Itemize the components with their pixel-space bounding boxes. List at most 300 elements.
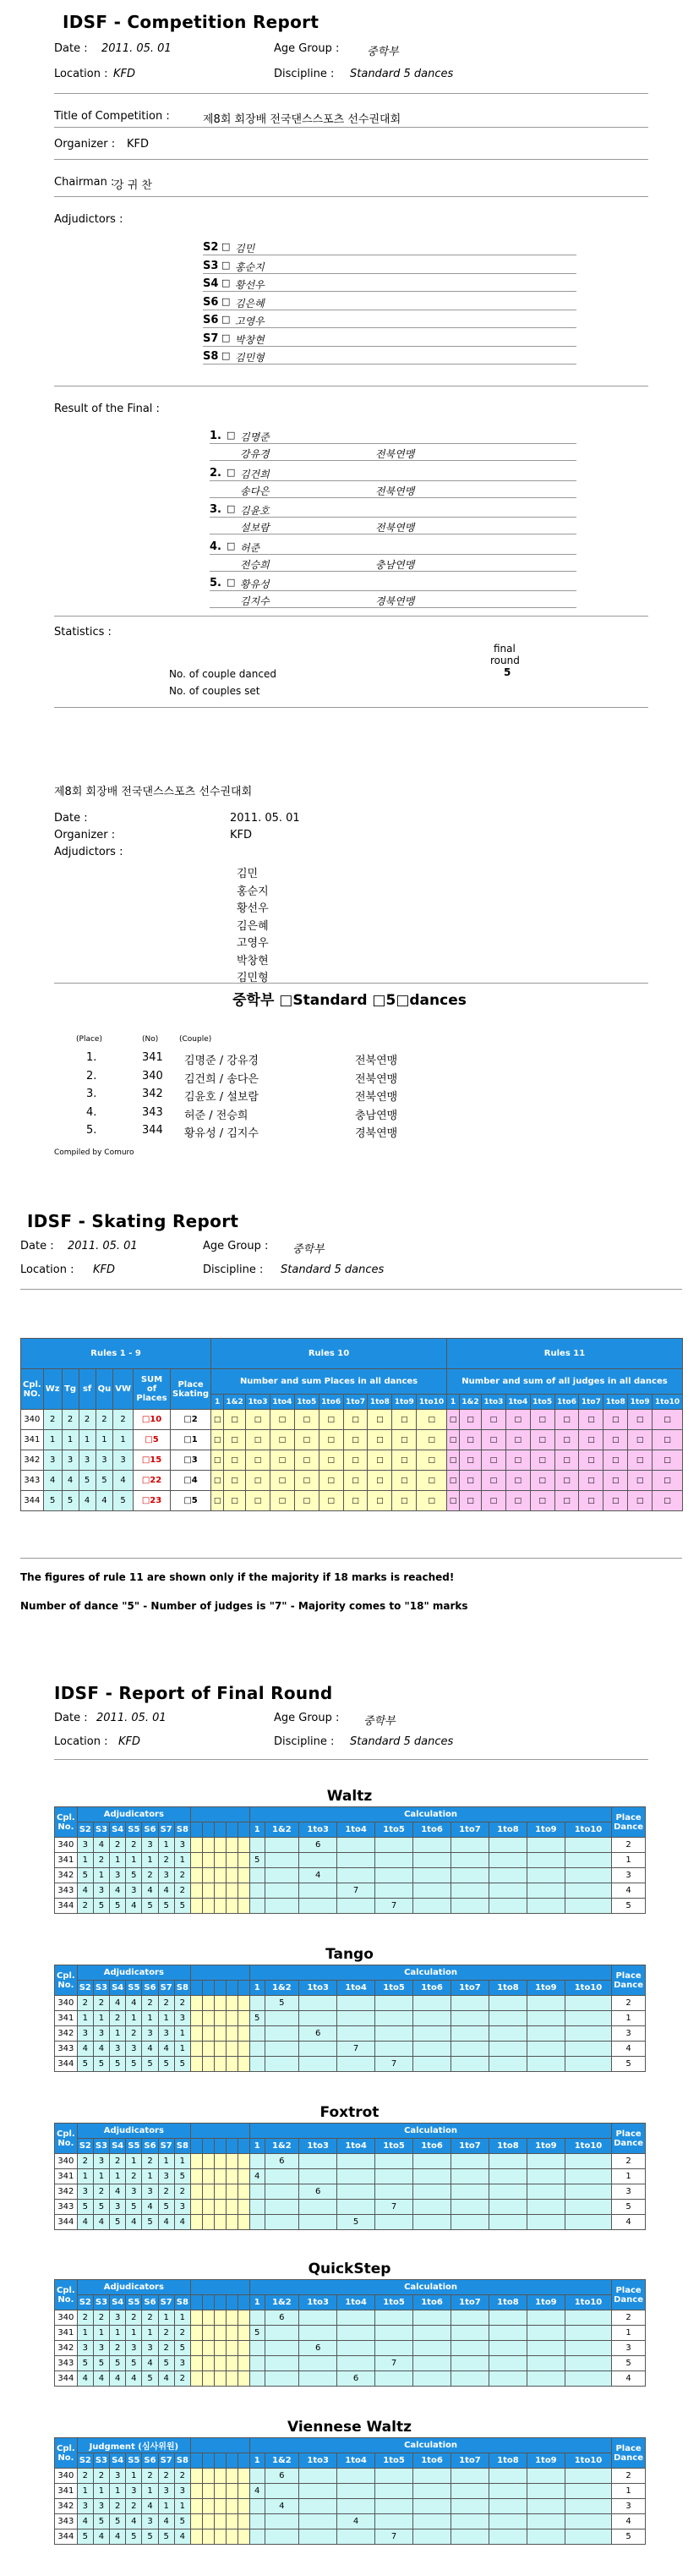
blank-mark: [190, 2026, 202, 2042]
calc-col-header: 1to3: [481, 1395, 505, 1410]
final-label: final: [494, 643, 516, 655]
calc-col-header: 1to8: [489, 2139, 527, 2154]
judge-header: S8: [174, 2295, 190, 2310]
rule11-cell: □: [603, 1450, 628, 1471]
calculation-header: Calculation: [249, 2280, 611, 2295]
blank-judge-header: [202, 2139, 214, 2154]
calc-cell: [565, 2042, 611, 2057]
calc-cell: [299, 2529, 337, 2545]
place-dance: 1: [612, 1853, 646, 1868]
rule11-cell: □: [628, 1410, 653, 1430]
judge-mark: 2: [77, 1899, 93, 1914]
calc-cell: [265, 2057, 299, 2072]
calc-cell: [375, 2469, 413, 2484]
judge-mark: 3: [77, 2499, 93, 2514]
calc-col-header: 1to8: [489, 2453, 527, 2469]
blank-mark: [214, 2356, 226, 2371]
judge-header: S6: [142, 1822, 158, 1838]
judge-mark: 5: [126, 2057, 142, 2072]
blank-mark: [226, 2356, 238, 2371]
calc-cell: 5: [337, 2215, 375, 2230]
calc-cell: [489, 1868, 527, 1883]
final-row: [55, 2310, 646, 2326]
calc-cell: [299, 1899, 337, 1914]
calc-col-header: 1to5: [375, 2295, 413, 2310]
calc-cell: [413, 2184, 451, 2200]
result-partner-1: 황유성: [240, 578, 270, 590]
calc-cell: [565, 2469, 611, 2484]
calc-cell: [489, 2529, 527, 2545]
final-count: 5: [504, 666, 511, 678]
final-row: [55, 1868, 646, 1883]
result-box-glyph: □: [227, 577, 236, 588]
calc-col-header: 1to9: [628, 1395, 653, 1410]
rules-10-header: Rules 10: [211, 1339, 447, 1369]
dance-table: [54, 2123, 646, 2230]
calc-cell: [299, 1853, 337, 1868]
calc-cell: [527, 2011, 565, 2026]
calc-cell: [337, 1868, 375, 1883]
blank-mark: [214, 2326, 226, 2341]
rule11-cell: □: [446, 1471, 459, 1491]
judge-mark: 1: [142, 2326, 158, 2341]
blank-mark: [238, 1883, 249, 1899]
blank-judge-header: [238, 1981, 249, 1996]
dance-header: Tg: [62, 1369, 79, 1410]
blank-judge-header: [202, 1822, 214, 1838]
sum-of-places: □22: [134, 1471, 171, 1491]
calc-cell: [451, 2184, 489, 2200]
rule11-cell: □: [653, 1491, 683, 1511]
calc-cell: [451, 2057, 489, 2072]
calc-cell: [413, 2026, 451, 2042]
blank-judge-header: [214, 2139, 226, 2154]
judge-header: S6: [142, 2453, 158, 2469]
judge-mark: 2: [126, 2499, 142, 2514]
blank-mark: [226, 2484, 238, 2499]
judge-mark: 5: [93, 2356, 109, 2371]
summary-club: 경북연맹: [355, 1127, 398, 1140]
adjudicators-header: Judgment (심사위원): [77, 2438, 190, 2453]
judge-header: S4: [110, 2295, 126, 2310]
judge-header: S5: [126, 1981, 142, 1996]
calc-cell: [299, 2042, 337, 2057]
blank-mark: [226, 1838, 238, 1853]
calc-cell: [489, 2057, 527, 2072]
judge-mark: 1: [93, 2169, 109, 2184]
calc-cell: [451, 2341, 489, 2356]
judge-mark: 5: [93, 2200, 109, 2215]
blank-mark: [238, 2356, 249, 2371]
calc-col-header: 1to8: [489, 1981, 527, 1996]
discipline-value: Standard 5 dances: [350, 68, 454, 80]
judge-mark: 5: [158, 2057, 174, 2072]
rule10-cell: □: [319, 1450, 343, 1471]
calc-cell: 5: [265, 1996, 299, 2011]
judge-mark: 2: [174, 2184, 190, 2200]
judge-header: S6: [142, 2139, 158, 2154]
rule11-cell: □: [653, 1430, 683, 1450]
blank-mark: [214, 1883, 226, 1899]
blank-mark: [202, 2371, 214, 2387]
blank-mark: [226, 2310, 238, 2326]
calc-cell: [451, 2356, 489, 2371]
calc-cell: [265, 2529, 299, 2545]
judge-header: S2: [77, 1981, 93, 1996]
judge-mark: 5: [158, 1899, 174, 1914]
blank-mark: [202, 1996, 214, 2011]
rule11-cell: □: [554, 1471, 579, 1491]
judge-mark: 3: [93, 2499, 109, 2514]
blank-mark: [190, 2529, 202, 2545]
judge-mark: 5: [126, 2529, 142, 2545]
cpl-no-header: Cpl. No.: [55, 2280, 78, 2310]
calc-col-header: 1to4: [337, 2295, 375, 2310]
calc-col-header: 1to10: [417, 1395, 447, 1410]
calc-cell: [265, 2200, 299, 2215]
calc-cell: [489, 2514, 527, 2529]
judge-mark: 2: [142, 2154, 158, 2169]
judge-mark: 5: [174, 2514, 190, 2529]
dance-place: 4: [96, 1491, 113, 1511]
dance-place: 1: [62, 1430, 79, 1450]
rule11-cell: □: [530, 1450, 554, 1471]
place-dance-header: Place Dance: [612, 1965, 646, 1996]
rule10-cell: □: [246, 1430, 270, 1450]
judge-mark: 3: [126, 2341, 142, 2356]
calc-cell: [451, 2026, 489, 2042]
judge-mark: 4: [126, 1899, 142, 1914]
result-underline: [210, 607, 576, 608]
judge-mark: 5: [158, 2529, 174, 2545]
cpl-number: 344: [55, 2057, 78, 2072]
cpl-number: 340: [55, 1838, 78, 1853]
calc-col-header: 1to9: [527, 2139, 565, 2154]
summary-place: 4.: [86, 1105, 97, 1119]
judge-mark: 1: [93, 2326, 109, 2341]
blank-mark: [226, 2011, 238, 2026]
blank-mark: [238, 2154, 249, 2169]
calc-col-header: 1to9: [392, 1395, 417, 1410]
result-place: 1.: [210, 430, 221, 442]
blank-mark: [214, 2169, 226, 2184]
judge-mark: 3: [77, 2341, 93, 2356]
calc-cell: [565, 2514, 611, 2529]
blank-mark: [190, 2184, 202, 2200]
calc-cell: 7: [337, 1883, 375, 1899]
calc-cell: [489, 2341, 527, 2356]
dance-header: Qu: [96, 1369, 113, 1410]
skating-row: [21, 1430, 683, 1450]
judge-mark: 4: [77, 2042, 93, 2057]
final-row: [55, 1838, 646, 1853]
blank-mark: [226, 2341, 238, 2356]
final-row: [55, 2200, 646, 2215]
final-row: [55, 2057, 646, 2072]
blank-mark: [214, 1899, 226, 1914]
calc-cell: [375, 1868, 413, 1883]
blank-mark: [202, 2169, 214, 2184]
dance-place: 5: [79, 1471, 96, 1491]
calc-cell: [337, 1996, 375, 2011]
summary-couple: 김건희 / 송다은: [184, 1072, 259, 1086]
calc-cell: [527, 2200, 565, 2215]
judge-mark: 2: [93, 1853, 109, 1868]
calc-cell: [451, 1883, 489, 1899]
judge-mark: 4: [174, 2529, 190, 2545]
no-col-header: (No): [142, 1035, 159, 1044]
judge-mark: 4: [158, 2371, 174, 2387]
cpl-number: 343: [55, 1883, 78, 1899]
rule11-cell: □: [446, 1491, 459, 1511]
competition-report: [0, 0, 699, 609]
calc-cell: [451, 2215, 489, 2230]
judge-mark: 3: [77, 2026, 93, 2042]
judge-mark: 4: [77, 2371, 93, 2387]
judge-mark: 5: [174, 2057, 190, 2072]
couples-set-label: No. of couples set: [169, 685, 260, 697]
calc-cell: [565, 2026, 611, 2042]
judge-mark: 4: [93, 2042, 109, 2057]
judge-mark: 2: [110, 2341, 126, 2356]
calc-cell: [489, 2499, 527, 2514]
judge-mark: 2: [77, 2469, 93, 2484]
rule11-cell: □: [603, 1410, 628, 1430]
rule10-cell: □: [294, 1410, 319, 1430]
calc-cell: 5: [249, 1853, 265, 1868]
judge-mark: 1: [174, 2154, 190, 2169]
place-dance: 2: [612, 2469, 646, 2484]
blank-mark: [226, 1883, 238, 1899]
calc-cell: [527, 2026, 565, 2042]
judge-mark: 4: [93, 2215, 109, 2230]
calc-cell: 6: [337, 2371, 375, 2387]
dance-table: [54, 2437, 646, 2545]
calc-cell: [375, 2184, 413, 2200]
calc-cell: [451, 2326, 489, 2341]
competition-report-title: IDSF - Competition Report: [63, 12, 319, 32]
result-box-glyph: □: [227, 540, 236, 551]
blank-judge-header: [238, 2453, 249, 2469]
blank-mark: [226, 2469, 238, 2484]
blank-mark: [214, 2011, 226, 2026]
judge-mark: 1: [126, 1853, 142, 1868]
rule11-cell: □: [530, 1410, 554, 1430]
blank-judge-header: [190, 1981, 202, 1996]
calc-col-header: 1to3: [299, 1981, 337, 1996]
calc-col-header: 1to7: [451, 1981, 489, 1996]
rule10-cell: □: [343, 1491, 368, 1511]
location-value: KFD: [113, 68, 136, 80]
place-dance: 3: [612, 1868, 646, 1883]
calc-cell: [249, 2371, 265, 2387]
calc-cell: [299, 2310, 337, 2326]
blank-mark: [226, 2371, 238, 2387]
result-underline: [210, 497, 576, 498]
rule11-cell: □: [459, 1450, 481, 1471]
judge-mark: 1: [174, 2026, 190, 2042]
blank-judge-header: [214, 2453, 226, 2469]
judge-mark: 2: [158, 1996, 174, 2011]
calc-cell: [265, 2184, 299, 2200]
adjudicator-name: 김은혜: [235, 297, 265, 310]
calc-cell: 4: [299, 1868, 337, 1883]
blank-mark: [190, 2057, 202, 2072]
calc-col-header: 1to7: [451, 2453, 489, 2469]
calc-cell: [565, 1899, 611, 1914]
rule11-cell: □: [505, 1491, 530, 1511]
calc-cell: [337, 2341, 375, 2356]
adjudicator-name: 고영우: [235, 315, 265, 327]
rule11-cell: □: [579, 1410, 603, 1430]
rules-10-sub-header: Number and sum Places in all dances: [211, 1369, 447, 1395]
blank-judge-header: [214, 2295, 226, 2310]
majority-note: Number of dance "5" - Number of judges is "7" - Majority comes to "18" marks: [20, 1600, 468, 1612]
judge-mark: 1: [158, 2154, 174, 2169]
calc-cell: [527, 2169, 565, 2184]
calc-cell: [337, 2011, 375, 2026]
cpl-number: 340: [21, 1410, 44, 1430]
calc-col-header: 1: [249, 1822, 265, 1838]
calc-cell: [249, 1996, 265, 2011]
calc-cell: [375, 2154, 413, 2169]
result-partner-1: 허준: [240, 541, 260, 554]
calc-col-header: 1to9: [527, 1822, 565, 1838]
rule10-cell: □: [246, 1410, 270, 1430]
cpl-number: 344: [55, 2215, 78, 2230]
summary-adjudicator-name: 김민형: [237, 972, 269, 984]
place-skating: □3: [171, 1450, 211, 1471]
calc-cell: [299, 2371, 337, 2387]
calc-cell: [451, 2499, 489, 2514]
calc-cell: [299, 2484, 337, 2499]
judge-mark: 4: [110, 1996, 126, 2011]
calc-cell: [375, 2326, 413, 2341]
place-dance: 1: [612, 2326, 646, 2341]
adjudicator-name: 황선우: [235, 279, 265, 291]
result-club: 충남연맹: [375, 558, 415, 571]
location-label: Location :: [54, 68, 108, 80]
blank-mark: [202, 2310, 214, 2326]
fr-age-label: Age Group :: [274, 1712, 340, 1724]
blank-judge-header: [202, 2295, 214, 2310]
summary-number: 341: [142, 1051, 163, 1064]
result-partner-2: 전승희: [240, 558, 270, 571]
rule10-cell: □: [417, 1410, 447, 1430]
rule11-cell: □: [628, 1450, 653, 1471]
calc-cell: [249, 2356, 265, 2371]
calc-cell: [413, 2154, 451, 2169]
calc-col-header: 1to8: [489, 2295, 527, 2310]
judge-mark: 1: [126, 2011, 142, 2026]
calc-cell: [413, 1883, 451, 1899]
judge-mark: 1: [142, 2484, 158, 2499]
summary-couple: 황유성 / 김지수: [184, 1127, 259, 1140]
calc-cell: [527, 2484, 565, 2499]
calc-cell: [451, 2484, 489, 2499]
blank-judge-header: [226, 1981, 238, 1996]
cpl-number: 342: [55, 2184, 78, 2200]
calc-cell: [337, 2310, 375, 2326]
judge-mark: 3: [110, 2469, 126, 2484]
place-dance: 4: [612, 2371, 646, 2387]
blank-mark: [202, 2011, 214, 2026]
judge-mark: 2: [158, 2341, 174, 2356]
calc-cell: [489, 1899, 527, 1914]
sum-of-places: □15: [134, 1450, 171, 1471]
blank-mark: [190, 1868, 202, 1883]
calc-cell: [489, 1853, 527, 1868]
rules-11-header: Rules 11: [446, 1339, 682, 1369]
calc-cell: [451, 2154, 489, 2169]
judge-mark: 1: [110, 1853, 126, 1868]
calc-cell: [527, 1996, 565, 2011]
place-dance: 4: [612, 2042, 646, 2057]
dance-header: Wz: [43, 1369, 62, 1410]
cpl-number: 343: [55, 2200, 78, 2215]
calc-cell: [413, 2356, 451, 2371]
blank-mark: [202, 2026, 214, 2042]
final-row: [55, 2514, 646, 2529]
rule10-cell: □: [392, 1410, 417, 1430]
summary-club: 충남연맹: [355, 1109, 398, 1122]
judge-header: S8: [174, 1822, 190, 1838]
blank-mark: [202, 2356, 214, 2371]
calc-cell: [565, 2341, 611, 2356]
calc-cell: [565, 2371, 611, 2387]
rule11-cell: □: [628, 1430, 653, 1450]
place-dance: 2: [612, 1996, 646, 2011]
chairman-value: 강 귀 찬: [113, 179, 152, 192]
blank-mark: [214, 2341, 226, 2356]
judge-header: S6: [142, 2295, 158, 2310]
blank-mark: [238, 2042, 249, 2057]
blank-judge-header: [190, 2453, 202, 2469]
place-skating: □1: [171, 1430, 211, 1450]
rule11-cell: □: [628, 1491, 653, 1511]
judge-mark: 5: [93, 1899, 109, 1914]
rule10-cell: □: [368, 1410, 392, 1430]
calc-col-header: 1to5: [375, 2453, 413, 2469]
judge-mark: 4: [93, 1838, 109, 1853]
cpl-number: 340: [55, 2310, 78, 2326]
calc-cell: [265, 1853, 299, 1868]
rule10-cell: □: [224, 1430, 246, 1450]
cpl-number: 340: [55, 1996, 78, 2011]
calc-cell: [489, 2371, 527, 2387]
calc-col-header: 1: [249, 2453, 265, 2469]
calc-cell: 6: [299, 1838, 337, 1853]
place-dance: 4: [612, 2215, 646, 2230]
calc-col-header: 1to6: [413, 1822, 451, 1838]
rule10-cell: □: [343, 1430, 368, 1450]
judge-mark: 1: [77, 2484, 93, 2499]
rule11-cell: □: [653, 1450, 683, 1471]
judge-mark: 3: [110, 1868, 126, 1883]
judge-mark: 1: [110, 2484, 126, 2499]
calc-cell: [375, 2514, 413, 2529]
blank-mark: [202, 1899, 214, 1914]
dance-place: 3: [96, 1450, 113, 1471]
dance-place: 5: [62, 1491, 79, 1511]
judge-mark: 4: [126, 1996, 142, 2011]
rule11-cell: □: [505, 1450, 530, 1471]
result-box-glyph: □: [227, 503, 236, 514]
result-club: 전북연맹: [375, 522, 415, 534]
calc-cell: [565, 2200, 611, 2215]
calc-cell: [489, 2215, 527, 2230]
calc-cell: [451, 2011, 489, 2026]
